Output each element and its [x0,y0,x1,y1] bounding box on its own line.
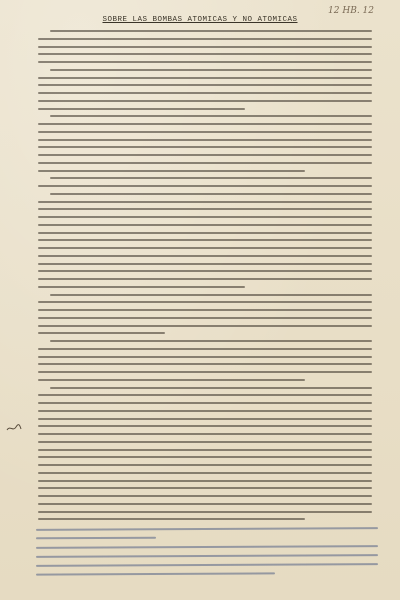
text-line [38,239,372,241]
text-line [38,100,372,102]
text-line [38,92,372,94]
text-line [38,123,372,125]
text-line [38,503,372,505]
text-line [38,456,372,458]
handwritten-annotations [36,528,378,582]
text-line [38,139,372,141]
text-line [38,425,372,427]
text-line [38,224,372,226]
text-line [38,363,372,365]
text-line [38,487,372,489]
text-line [38,309,372,311]
text-line [50,30,372,32]
text-line [38,433,372,435]
text-line [38,38,372,40]
text-line [38,480,372,482]
text-line [38,325,372,327]
typed-body [38,30,372,526]
text-line [38,46,372,48]
text-line [38,170,305,172]
handwritten-margin-note [6,423,22,436]
text-line [38,371,372,373]
text-line [50,340,372,342]
text-line [50,294,372,296]
text-line [38,379,305,381]
text-line [38,518,305,520]
text-line [38,61,372,63]
text-line [38,77,372,79]
text-line [38,495,372,497]
text-line [38,356,372,358]
text-line [38,208,372,210]
text-line [38,464,372,466]
text-line [38,108,245,110]
text-line [50,387,372,389]
text-line [38,247,372,249]
text-line [38,201,372,203]
text-line [38,410,372,412]
handwritten-line [36,527,378,530]
text-line [38,418,372,420]
text-line [38,449,372,451]
handwritten-line [36,554,378,557]
text-line [50,177,372,179]
text-line [50,69,372,71]
text-line [38,394,372,396]
text-line [50,193,372,195]
text-line [38,286,245,288]
text-line [38,278,372,280]
text-line [38,270,372,272]
text-line [38,53,372,55]
text-line [38,255,372,257]
text-line [38,441,372,443]
text-line [38,154,372,156]
text-line [38,301,372,303]
handwritten-line [36,572,275,575]
archive-reference: 12 HB. 12 [328,6,374,16]
margin-scribble [6,423,22,433]
text-line [38,216,372,218]
text-line [38,232,372,234]
text-line [38,263,372,265]
text-line [38,131,372,133]
handwritten-line [36,563,378,566]
text-line [38,348,372,350]
text-line [38,146,372,148]
text-line [38,402,372,404]
handwritten-line [36,537,156,539]
handwritten-line [36,545,378,548]
document-title: SOBRE LAS BOMBAS ATOMICAS Y NO ATOMICAS [102,16,298,24]
text-line [38,185,372,187]
text-line [38,317,372,319]
text-line [50,115,372,117]
text-line [38,332,165,334]
text-line [38,162,372,164]
text-line [38,511,372,513]
text-line [38,84,372,86]
text-line [38,472,372,474]
